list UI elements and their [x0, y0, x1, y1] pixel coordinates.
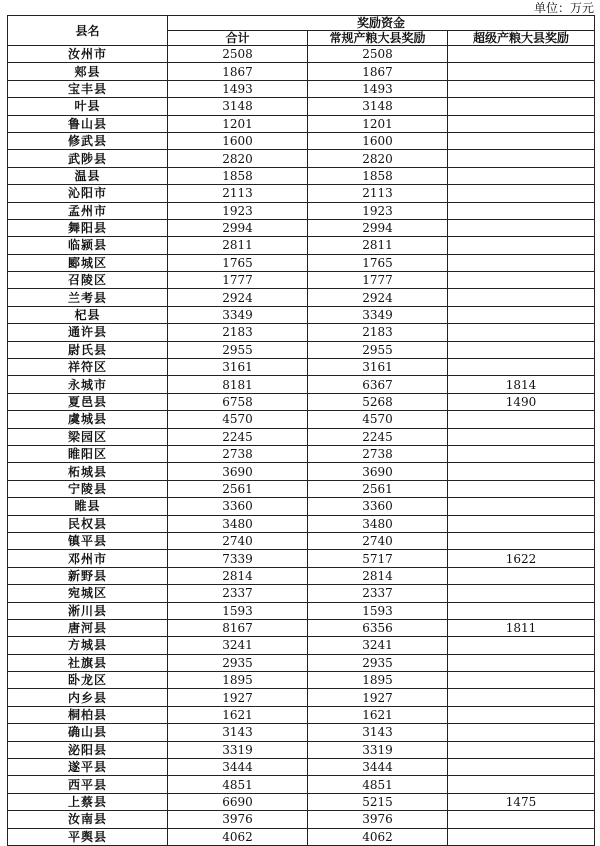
table-row — [8, 341, 595, 358]
county-name-cell: 尉氏县 — [8, 341, 168, 358]
regular-reward-cell: 2814 — [308, 567, 448, 584]
regular-reward-cell: 2337 — [308, 585, 448, 602]
regular-reward-cell: 1600 — [308, 132, 448, 149]
regular-reward-header: 常规产粮大县奖励 — [308, 31, 448, 46]
super-reward-cell — [448, 115, 595, 132]
total-cell: 1858 — [168, 167, 308, 184]
super-reward-cell — [448, 272, 595, 289]
total-cell: 2738 — [168, 445, 308, 462]
super-reward-cell — [448, 741, 595, 758]
super-reward-cell — [448, 759, 595, 776]
table-row — [8, 811, 595, 828]
total-cell: 3690 — [168, 463, 308, 480]
county-name-cell: 桐柏县 — [8, 706, 168, 723]
table-row — [8, 150, 595, 167]
county-name-cell: 遂平县 — [8, 759, 168, 776]
total-cell: 1927 — [168, 689, 308, 706]
regular-reward-cell: 2955 — [308, 341, 448, 358]
table-row — [8, 828, 595, 845]
county-name-cell: 通许县 — [8, 324, 168, 341]
super-reward-cell: 1475 — [448, 793, 595, 810]
county-name-cell: 睢阳区 — [8, 445, 168, 462]
regular-reward-cell: 1493 — [308, 80, 448, 97]
regular-reward-cell: 2508 — [308, 46, 448, 63]
county-name-cell: 郏县 — [8, 63, 168, 80]
county-name-cell: 镇平县 — [8, 532, 168, 549]
super-reward-cell — [448, 80, 595, 97]
total-cell: 1621 — [168, 706, 308, 723]
table-row — [8, 254, 595, 271]
county-name-cell: 虞城县 — [8, 411, 168, 428]
total-cell: 3976 — [168, 811, 308, 828]
table-row — [8, 445, 595, 462]
county-name-cell: 方城县 — [8, 637, 168, 654]
super-reward-cell — [448, 585, 595, 602]
super-reward-cell — [448, 428, 595, 445]
total-cell: 1493 — [168, 80, 308, 97]
super-reward-cell — [448, 289, 595, 306]
table-row — [8, 185, 595, 202]
super-reward-cell — [448, 411, 595, 428]
table-row — [8, 480, 595, 497]
county-name-cell: 武陟县 — [8, 150, 168, 167]
table-row — [8, 289, 595, 306]
super-reward-cell — [448, 237, 595, 254]
super-reward-cell — [448, 811, 595, 828]
regular-reward-cell: 3360 — [308, 498, 448, 515]
regular-reward-cell: 1895 — [308, 672, 448, 689]
total-cell: 2113 — [168, 185, 308, 202]
table-row — [8, 498, 595, 515]
total-cell: 1201 — [168, 115, 308, 132]
super-reward-cell — [448, 463, 595, 480]
super-reward-cell — [448, 776, 595, 793]
regular-reward-cell: 3319 — [308, 741, 448, 758]
county-name-cell: 西平县 — [8, 776, 168, 793]
county-name-cell: 临颍县 — [8, 237, 168, 254]
total-cell: 1765 — [168, 254, 308, 271]
county-name-cell: 召陵区 — [8, 272, 168, 289]
table-row — [8, 532, 595, 549]
total-cell: 2245 — [168, 428, 308, 445]
total-cell: 3349 — [168, 306, 308, 323]
super-reward-cell — [448, 654, 595, 671]
super-reward-cell: 1622 — [448, 550, 595, 567]
table-row — [8, 776, 595, 793]
total-cell: 2811 — [168, 237, 308, 254]
super-reward-cell — [448, 324, 595, 341]
regular-reward-cell: 2245 — [308, 428, 448, 445]
total-cell: 6758 — [168, 393, 308, 410]
county-name-cell: 永城市 — [8, 376, 168, 393]
county-name-cell: 睢县 — [8, 498, 168, 515]
total-cell: 4851 — [168, 776, 308, 793]
super-reward-cell — [448, 167, 595, 184]
regular-reward-cell: 3690 — [308, 463, 448, 480]
super-reward-cell — [448, 480, 595, 497]
super-reward-cell — [448, 63, 595, 80]
total-cell: 2337 — [168, 585, 308, 602]
super-reward-cell — [448, 672, 595, 689]
super-reward-cell — [448, 445, 595, 462]
county-name-cell: 唐河县 — [8, 619, 168, 636]
county-name-cell: 内乡县 — [8, 689, 168, 706]
regular-reward-cell: 1593 — [308, 602, 448, 619]
super-reward-cell: 1811 — [448, 619, 595, 636]
regular-reward-cell: 1858 — [308, 167, 448, 184]
table-row — [8, 393, 595, 410]
regular-reward-cell: 1923 — [308, 202, 448, 219]
total-cell: 3143 — [168, 724, 308, 741]
regular-reward-cell: 2811 — [308, 237, 448, 254]
total-cell: 1777 — [168, 272, 308, 289]
county-name-cell: 平舆县 — [8, 828, 168, 845]
total-cell: 6690 — [168, 793, 308, 810]
county-name-cell: 宝丰县 — [8, 80, 168, 97]
table-row — [8, 689, 595, 706]
super-reward-cell — [448, 532, 595, 549]
county-name-cell: 叶县 — [8, 98, 168, 115]
county-name-cell: 宁陵县 — [8, 480, 168, 497]
unit-label: 单位：万元 — [533, 1, 594, 15]
super-reward-cell — [448, 602, 595, 619]
table-row — [8, 219, 595, 236]
regular-reward-cell: 5268 — [308, 393, 448, 410]
table-row — [8, 132, 595, 149]
county-name-cell: 舞阳县 — [8, 219, 168, 236]
table-row — [8, 672, 595, 689]
county-name-cell: 上蔡县 — [8, 793, 168, 810]
county-name-cell: 民权县 — [8, 515, 168, 532]
total-cell: 3319 — [168, 741, 308, 758]
super-reward-cell — [448, 359, 595, 376]
county-name-cell: 社旗县 — [8, 654, 168, 671]
table-row — [8, 359, 595, 376]
super-reward-cell — [448, 219, 595, 236]
regular-reward-cell: 1765 — [308, 254, 448, 271]
super-reward-cell: 1814 — [448, 376, 595, 393]
super-reward-cell — [448, 254, 595, 271]
regular-reward-cell: 2183 — [308, 324, 448, 341]
super-reward-cell — [448, 689, 595, 706]
county-name-cell: 柘城县 — [8, 463, 168, 480]
total-cell: 2561 — [168, 480, 308, 497]
total-cell: 3444 — [168, 759, 308, 776]
table-row — [8, 324, 595, 341]
table-row — [8, 202, 595, 219]
super-reward-cell — [448, 306, 595, 323]
table-row — [8, 237, 595, 254]
regular-reward-cell: 2820 — [308, 150, 448, 167]
regular-reward-cell: 1777 — [308, 272, 448, 289]
table-row — [8, 63, 595, 80]
total-cell: 1895 — [168, 672, 308, 689]
super-reward-cell — [448, 46, 595, 63]
super-reward-cell — [448, 498, 595, 515]
table-row — [8, 411, 595, 428]
county-name-cell: 鲁山县 — [8, 115, 168, 132]
regular-reward-cell: 2924 — [308, 289, 448, 306]
regular-reward-cell: 3349 — [308, 306, 448, 323]
table-row — [8, 585, 595, 602]
regular-reward-cell: 5717 — [308, 550, 448, 567]
table-row — [8, 567, 595, 584]
county-name-cell: 确山县 — [8, 724, 168, 741]
super-reward-cell — [448, 637, 595, 654]
regular-reward-cell: 1927 — [308, 689, 448, 706]
regular-reward-cell: 1867 — [308, 63, 448, 80]
super-reward-cell — [448, 341, 595, 358]
regular-reward-cell: 2113 — [308, 185, 448, 202]
table-row — [8, 741, 595, 758]
county-name-cell: 修武县 — [8, 132, 168, 149]
county-name-cell: 邓州市 — [8, 550, 168, 567]
regular-reward-cell: 1201 — [308, 115, 448, 132]
regular-reward-cell: 4062 — [308, 828, 448, 845]
super-reward-cell — [448, 150, 595, 167]
total-cell: 2955 — [168, 341, 308, 358]
county-name-cell: 兰考县 — [8, 289, 168, 306]
table-row — [8, 167, 595, 184]
funding-table — [7, 15, 595, 846]
regular-reward-cell: 2935 — [308, 654, 448, 671]
table-row — [8, 306, 595, 323]
super-reward-cell: 1490 — [448, 393, 595, 410]
total-cell: 1923 — [168, 202, 308, 219]
table-row — [8, 550, 595, 567]
table-row — [8, 654, 595, 671]
table-row — [8, 619, 595, 636]
super-reward-cell — [448, 202, 595, 219]
total-cell: 7339 — [168, 550, 308, 567]
county-name-cell: 汝南县 — [8, 811, 168, 828]
table-row — [8, 98, 595, 115]
total-cell: 4570 — [168, 411, 308, 428]
total-cell: 8181 — [168, 376, 308, 393]
total-cell: 3480 — [168, 515, 308, 532]
county-name-cell: 宛城区 — [8, 585, 168, 602]
table-row — [8, 515, 595, 532]
regular-reward-cell: 2740 — [308, 532, 448, 549]
total-cell: 2994 — [168, 219, 308, 236]
county-name-cell: 夏邑县 — [8, 393, 168, 410]
county-name-cell: 杞县 — [8, 306, 168, 323]
table-row — [8, 46, 595, 63]
super-reward-cell — [448, 98, 595, 115]
table-row — [8, 115, 595, 132]
super-reward-cell — [448, 828, 595, 845]
super-reward-cell — [448, 724, 595, 741]
funding-group-header: 奖励资金 — [168, 16, 595, 31]
table-row — [8, 80, 595, 97]
table-row — [8, 602, 595, 619]
county-name-cell: 淅川县 — [8, 602, 168, 619]
county-name-cell: 卧龙区 — [8, 672, 168, 689]
county-header: 县名 — [8, 16, 168, 46]
county-name-cell: 梁园区 — [8, 428, 168, 445]
regular-reward-cell: 2738 — [308, 445, 448, 462]
regular-reward-cell: 1621 — [308, 706, 448, 723]
regular-reward-cell: 3161 — [308, 359, 448, 376]
total-cell: 2814 — [168, 567, 308, 584]
county-name-cell: 温县 — [8, 167, 168, 184]
super-reward-cell — [448, 185, 595, 202]
total-cell: 1600 — [168, 132, 308, 149]
regular-reward-cell: 2561 — [308, 480, 448, 497]
county-name-cell: 汝州市 — [8, 46, 168, 63]
total-cell: 1867 — [168, 63, 308, 80]
total-cell: 2820 — [168, 150, 308, 167]
table-row — [8, 272, 595, 289]
total-cell: 3148 — [168, 98, 308, 115]
table-row — [8, 637, 595, 654]
table-row — [8, 376, 595, 393]
county-name-cell: 沁阳市 — [8, 185, 168, 202]
total-cell: 8167 — [168, 619, 308, 636]
total-cell: 3241 — [168, 637, 308, 654]
total-cell: 2508 — [168, 46, 308, 63]
regular-reward-cell: 3976 — [308, 811, 448, 828]
super-reward-cell — [448, 132, 595, 149]
county-name-cell: 新野县 — [8, 567, 168, 584]
table-row — [8, 463, 595, 480]
table-header — [8, 16, 595, 46]
total-header: 合计 — [168, 31, 308, 46]
regular-reward-cell: 3148 — [308, 98, 448, 115]
table-row — [8, 793, 595, 810]
header-row-top — [8, 16, 595, 31]
total-cell: 3161 — [168, 359, 308, 376]
total-cell: 2935 — [168, 654, 308, 671]
super-reward-cell — [448, 706, 595, 723]
table-row — [8, 706, 595, 723]
regular-reward-cell: 2994 — [308, 219, 448, 236]
super-reward-cell — [448, 515, 595, 532]
super-reward-cell — [448, 567, 595, 584]
regular-reward-cell: 3143 — [308, 724, 448, 741]
county-name-cell: 泌阳县 — [8, 741, 168, 758]
regular-reward-cell: 6367 — [308, 376, 448, 393]
table-row — [8, 428, 595, 445]
total-cell: 1593 — [168, 602, 308, 619]
total-cell: 4062 — [168, 828, 308, 845]
table-row — [8, 724, 595, 741]
total-cell: 2740 — [168, 532, 308, 549]
regular-reward-cell: 3444 — [308, 759, 448, 776]
regular-reward-cell: 4570 — [308, 411, 448, 428]
county-name-cell: 郾城区 — [8, 254, 168, 271]
total-cell: 2924 — [168, 289, 308, 306]
regular-reward-cell: 5215 — [308, 793, 448, 810]
table-row — [8, 759, 595, 776]
super-reward-header: 超级产粮大县奖励 — [448, 31, 595, 46]
regular-reward-cell: 6356 — [308, 619, 448, 636]
regular-reward-cell: 4851 — [308, 776, 448, 793]
total-cell: 3360 — [168, 498, 308, 515]
county-name-cell: 祥符区 — [8, 359, 168, 376]
table-body — [8, 46, 595, 846]
county-name-cell: 孟州市 — [8, 202, 168, 219]
regular-reward-cell: 3241 — [308, 637, 448, 654]
total-cell: 2183 — [168, 324, 308, 341]
regular-reward-cell: 3480 — [308, 515, 448, 532]
